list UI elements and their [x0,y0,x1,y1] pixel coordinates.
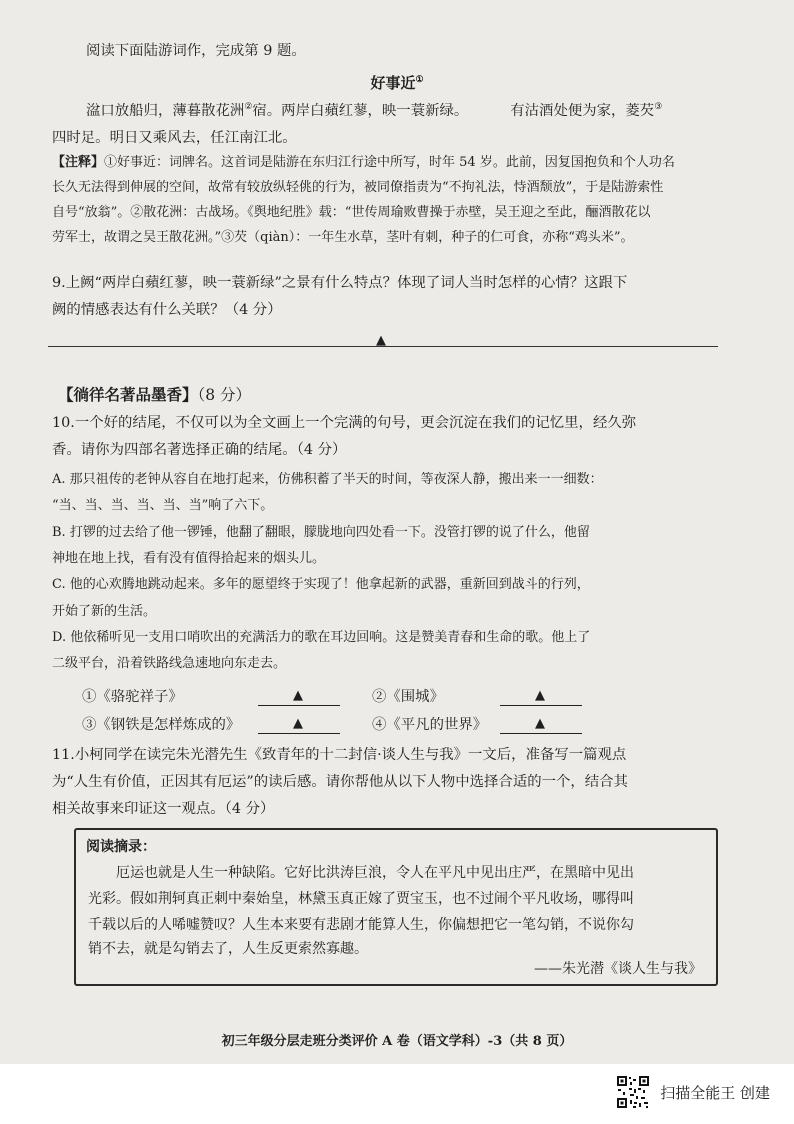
option-d-line-1: D. 他依稀听见一支用口哨吹出的充满活力的歌在耳边回响。这是赞美青春和生命的歌。他上了 [52,630,591,645]
excerpt-line-4: 销不去，就是勾销去了，人生反更索然寡趣。 [88,941,368,957]
excerpt-line-1: 厄运也就是人生一种缺陷。它好比洪涛巨浪，令人在平凡中见出庄严，在黑暗中见出 [116,865,634,881]
notes-line-2: 长久无法得到伸展的空间，故常有较放纵轻佻的行为，被同僚指责为“不拘礼法，恃酒颓放”，于是陆游索性 [52,180,664,195]
book-3-label: ③《钢铁是怎样炼成的》 [82,717,241,733]
poem-footnote-2: ② [244,102,253,113]
answer-triangle-icon: ▲ [293,688,303,703]
notes-line-4: 劳军士，故谓之吴王散花洲。”③芡（qiàn）：一年生水草，茎叶有刺，种子的仁可食，亦称“鸡头米”。 [52,230,634,245]
poem-line-1c: 有沽酒处便为家，菱芡 [510,103,655,119]
question-10-line-1: 10.一个好的结尾，不仅可以为全文画上一个完满的句号，更会沉淀在我们的记忆里，经久弥 [52,415,637,431]
book-4-label: ④《平凡的世界》 [372,717,488,733]
notes-line-1 [52,150,675,175]
poem-line-1 [86,98,662,125]
answer-triangle-icon: ▲ [376,333,386,348]
book-1-answer-blank[interactable] [258,688,340,706]
book-1-label: ①《骆驼祥子》 [82,689,183,705]
option-a-line-1: A. 那只祖传的老钟从容自在地打起来，仿佛积蓄了半天的时间，等夜深人静，搬出来一一细数： [52,472,603,487]
option-a-line-2: “当、当、当、当、当、当”响了六下。 [52,498,274,513]
reading-intro: 阅读下面陆游词作，完成第 9 题。 [86,43,306,59]
excerpt-source: ——朱光潜《谈人生与我》 [534,961,702,977]
option-c-line-1: C. 他的心欢腾地跳动起来。多年的愿望终于实现了！他拿起新的武器，重新回到战斗的行列， [52,577,590,592]
book-2-label: ②《围城》 [372,689,444,705]
notes-line-3: 自号“放翁”。②散花洲：古战场。《舆地纪胜》载：“世传周瑜败曹操于赤壁，吴王迎之至此，酾酒散花以 [52,205,651,220]
poem-title-footnote: ① [415,75,424,85]
scanner-text: 扫描全能王 创建 [660,1083,770,1102]
question-9-line-1: 9.上阙“两岸白蘋红蓼，映一蓑新绿”之景有什么特点？体现了词人当时怎样的心情？这跟下 [52,275,628,291]
section-heading [58,382,251,408]
option-d-line-2: 二级平台，沿着铁路线急速地向东走去。 [52,656,287,671]
option-b-line-1: B. 打锣的过去给了他一锣锤，他翻了翻眼，朦胧地向四处看一下。没管打锣的说了什么，他留 [52,525,590,540]
poem-footnote-3: ③ [654,102,663,113]
scanner-watermark [616,1074,770,1110]
book-3-answer-blank[interactable] [258,716,340,734]
question-11-line-1: 11.小柯同学在读完朱光潜先生《致青年的十二封信·谈人生与我》一文后，准备写一篇观点 [52,747,627,763]
option-b-line-2: 神地在地上找，看有没有值得拾起来的烟头儿。 [52,551,326,566]
excerpt-box [74,828,718,986]
book-4-answer-blank[interactable] [500,716,582,734]
excerpt-line-3: 千载以后的人唏嘘赞叹？人生本来要有悲剧才能算人生，你偏想把它一笔勾销，不说你勾 [88,917,634,933]
qr-code-icon [616,1075,650,1109]
notes-label: 【注释】 [52,155,105,170]
poem-title [0,72,794,93]
section-title: 【徜徉名著品墨香】 [58,385,198,404]
poem-line-2: 四时足。明日又乘风去，任江南江北。 [52,130,297,146]
excerpt-label: 阅读摘录： [86,839,156,855]
poem-line-1b: 宿。两岸白蘋红蓼，映一蓑新绿。 [252,103,469,119]
answer-triangle-icon: ▲ [535,688,545,703]
option-c-line-2: 开始了新的生活。 [52,604,157,619]
question-10-line-2: 香。请你为四部名著选择正确的结尾。（4 分） [52,442,347,458]
question-9-line-2: 阙的情感表达有什么关联？（4 分） [52,302,282,318]
question-11-line-3: 相关故事来印证这一观点。（4 分） [52,801,275,817]
answer-triangle-icon: ▲ [293,716,303,731]
answer-line-q9[interactable] [48,346,718,347]
book-2-answer-blank[interactable] [500,688,582,706]
question-11-line-2: 为“人生有价值，正因其有厄运”的读后感。请你帮他从以下人物中选择合适的一个，结合其 [52,774,628,790]
answer-triangle-icon: ▲ [535,716,545,731]
excerpt-line-2: 光彩。假如荆轲真正刺中秦始皇，林黛玉真正嫁了贾宝玉，也不过闹个平凡收场，哪得叫 [88,891,634,907]
page-footer: 初三年级分层走班分类评价 A 卷（语文学科）-3（共 8 页） [221,1034,573,1049]
notes-line-1-text: ①好事近：词牌名。这首词是陆游在东归江行途中所写，时年 54 岁。此前，因复国抱负和个人功名 [104,155,675,170]
poem-line-1a: 湓口放船归，薄暮散花洲 [86,103,245,119]
poem-title-text: 好事近 [370,74,416,92]
section-score: （8 分） [197,386,252,404]
